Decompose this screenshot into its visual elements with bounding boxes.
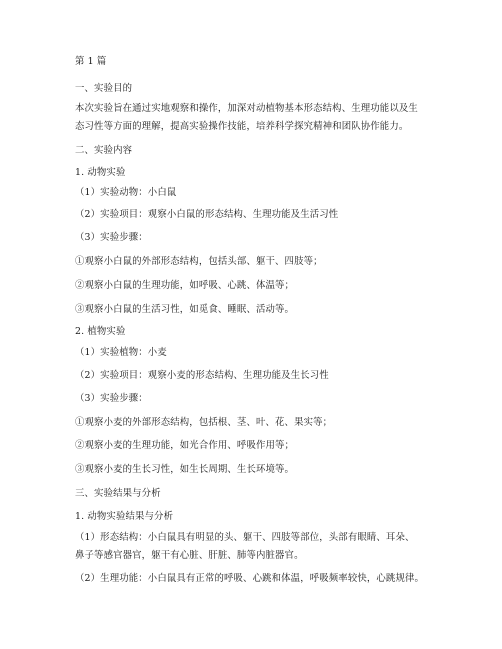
animal-steps-heading: （3）实验步骤： <box>75 232 148 243</box>
animal-results-heading: 1. 动物实验结果与分析 <box>75 511 174 522</box>
results-heading: 三、实验结果与分析 <box>75 488 161 499</box>
chapter-title: 第 1 篇 <box>75 56 107 67</box>
plant-subject: （1）实验植物：小麦 <box>75 347 167 358</box>
physiology-result: （2）生理功能：小白鼠具有正常的呼吸、心跳和体温，呼吸频率较快，心跳规律。 <box>75 573 425 584</box>
plant-step: ②观察小麦的生理功能，如光合作用、呼吸作用等； <box>75 440 295 451</box>
plant-experiment-heading: 2. 植物实验 <box>75 326 126 337</box>
purpose-text-line: 态习性等方面的理解，提高实验操作技能，培养科学探究精神和团队协作能力。 <box>75 121 409 132</box>
animal-items: （2）实验项目：观察小白鼠的形态结构、生理功能及生活习性 <box>75 209 339 220</box>
morphology-result-line: 鼻子等感官器官，躯干有心脏、肝脏、肺等内脏器官。 <box>75 550 304 561</box>
plant-steps-heading: （3）实验步骤： <box>75 393 148 404</box>
content-heading: 二、实验内容 <box>75 145 133 156</box>
purpose-text-line: 本次实验旨在通过实地观察和操作，加深对动植物基本形态结构、生理功能以及生 <box>75 103 418 114</box>
plant-step: ①观察小麦的外部形态结构，包括根、茎、叶、花、果实等； <box>75 417 333 428</box>
morphology-result-line: （1）形态结构：小白鼠具有明显的头、躯干、四肢等部位，头部有眼睛、耳朵、 <box>75 532 415 543</box>
plant-step: ③观察小麦的生长习性，如生长周期、生长环境等。 <box>75 464 295 475</box>
plant-items: （2）实验项目：观察小麦的形态结构、生理功能及生长习性 <box>75 370 329 381</box>
animal-subject: （1）实验动物：小白鼠 <box>75 187 177 198</box>
animal-step: ③观察小白鼠的生活习性，如觅食、睡眠、活动等。 <box>75 304 295 315</box>
animal-experiment-heading: 1. 动物实验 <box>75 167 126 178</box>
animal-step: ②观察小白鼠的生理功能，如呼吸、心跳、体温等； <box>75 280 295 291</box>
animal-step: ①观察小白鼠的外部形态结构，包括头部、躯干、四肢等； <box>75 256 323 267</box>
purpose-heading: 一、实验目的 <box>75 83 133 94</box>
